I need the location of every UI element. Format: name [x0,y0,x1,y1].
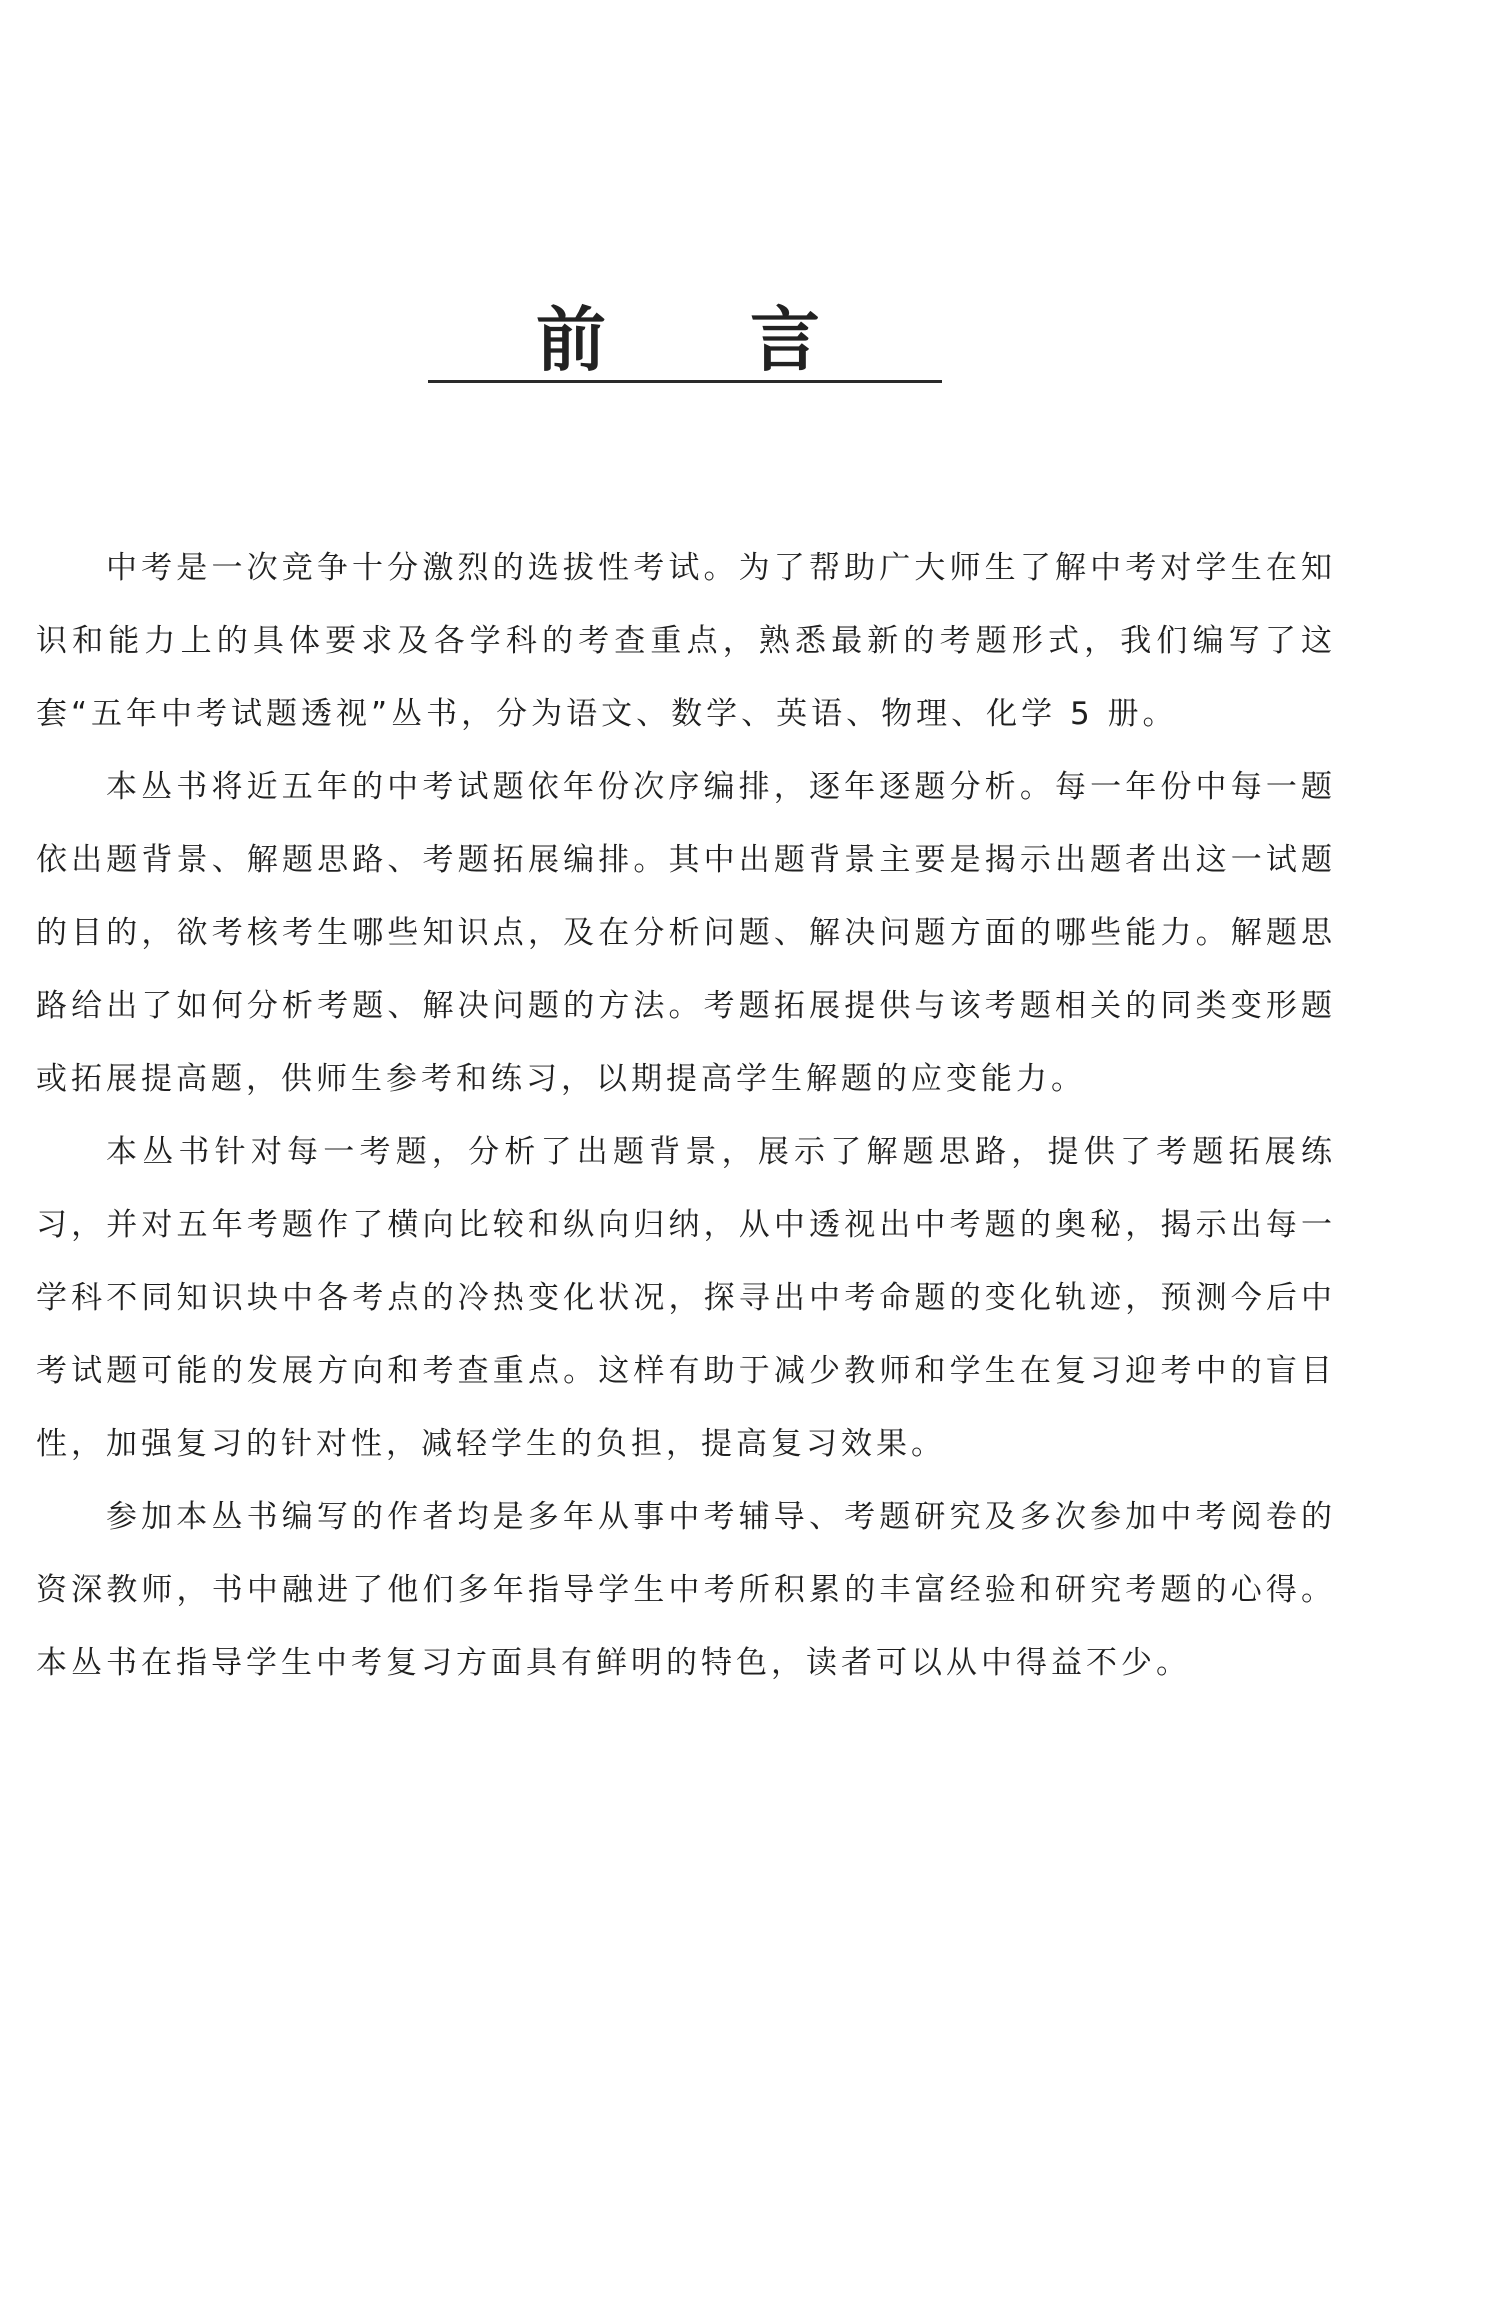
preface-body [36,532,1336,1700]
heading-char-1: 前 [536,299,606,381]
paragraph-1: 中考是一次竞争十分激烈的选拔性考试。为了帮助广大师生了解中考对学生在知识和能力上的具体要求及各学科的考查重点，熟悉最新的考题形式，我们编写了这套“五年中考试题透视”丛书，分为语文、数学、英语、物理、化学 5 册。 [36,550,1336,732]
paragraph-4: 参加本丛书编写的作者均是多年从事中考辅导、考题研究及多次参加中考阅卷的资深教师，书中融进了他们多年指导学生中考所积累的丰富经验和研究考题的心得。本丛书在指导学生中考复习方面具有鲜明的特色，读者可以从中得益不少。 [36,1499,1336,1681]
paragraph-3: 本丛书针对每一考题，分析了出题背景，展示了解题思路，提供了考题拓展练习，并对五年考题作了横向比较和纵向归纳，从中透视出中考题的奥秘，揭示出每一学科不同知识块中各考点的冷热变化状况，探寻出中考命题的变化轨迹，预测今后中考试题可能的发展方向和考查重点。这样有助于减少教师和学生在复习迎考中的盲目性，加强复习的针对性，减轻学生的负担，提高复习效果。 [36,1134,1336,1462]
paragraph-2: 本丛书将近五年的中考试题依年份次序编排，逐年逐题分析。每一年份中每一题依出题背景、解题思路、考题拓展编排。其中出题背景主要是揭示出题者出这一试题的目的，欲考核考生哪些知识点，及在分析问题、解决问题方面的哪些能力。解题思路给出了如何分析考题、解决问题的方法。考题拓展提供与该考题相关的同类变形题或拓展提高题，供师生参考和练习，以期提高学生解题的应变能力。 [36,769,1336,1097]
heading-char-2: 言 [750,299,820,381]
preface-heading [428,292,942,382]
heading-underline [428,380,942,383]
